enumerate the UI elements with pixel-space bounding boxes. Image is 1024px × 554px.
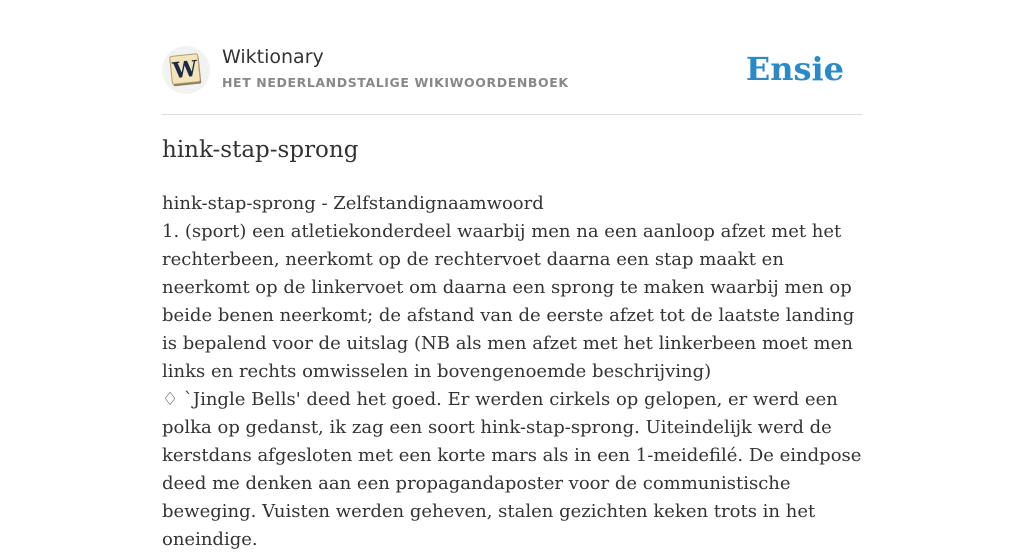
site-tagline: HET NEDERLANDSTALIGE WIKIWOORDENBOEK	[222, 75, 569, 90]
definition-text: 1. (sport) een atletiekonderdeel waarbij men na een aanloop afzet met het rechterbeen, neerkomt op de rechtervoet daarna een stap maakt en neerkomt op de linkervoet om daarna een sprong te maken waarbij men op beide benen neerkomt; de afstand van de eerste afzet tot de laatste landing is bepalend voor de uitslag (NB als men afzet met het linkerbeen moet men links en rechts omwisselen in bovengenoemde beschrijving)	[162, 221, 855, 382]
example-quote: ♢ `Jingle Bells' deed het goed. Er werden cirkels op gelopen, er werd een polka op gedanst, ik zag een soort hink-stap-sprong. Uiteindelijk werd de kerstdans afgesloten met een korte mars als in een 1-meidefilé. De eindpose deed me denken aan een propagandaposter voor de communistische beweging. Vuisten werden geheven, stalen gezichten keken trots in het oneindige.	[162, 389, 862, 550]
entry-content	[162, 190, 862, 554]
site-header	[162, 44, 862, 115]
page-title: hink-stap-sprong	[162, 137, 359, 163]
site-name[interactable]: Wiktionary	[222, 46, 324, 68]
svg-text:W: W	[171, 55, 199, 85]
word-class-line: hink-stap-sprong - Zelfstandignaamwoord	[162, 193, 544, 214]
ensie-brand-logo[interactable]: Ensie	[745, 50, 844, 88]
wiktionary-logo-icon[interactable]	[162, 46, 210, 94]
